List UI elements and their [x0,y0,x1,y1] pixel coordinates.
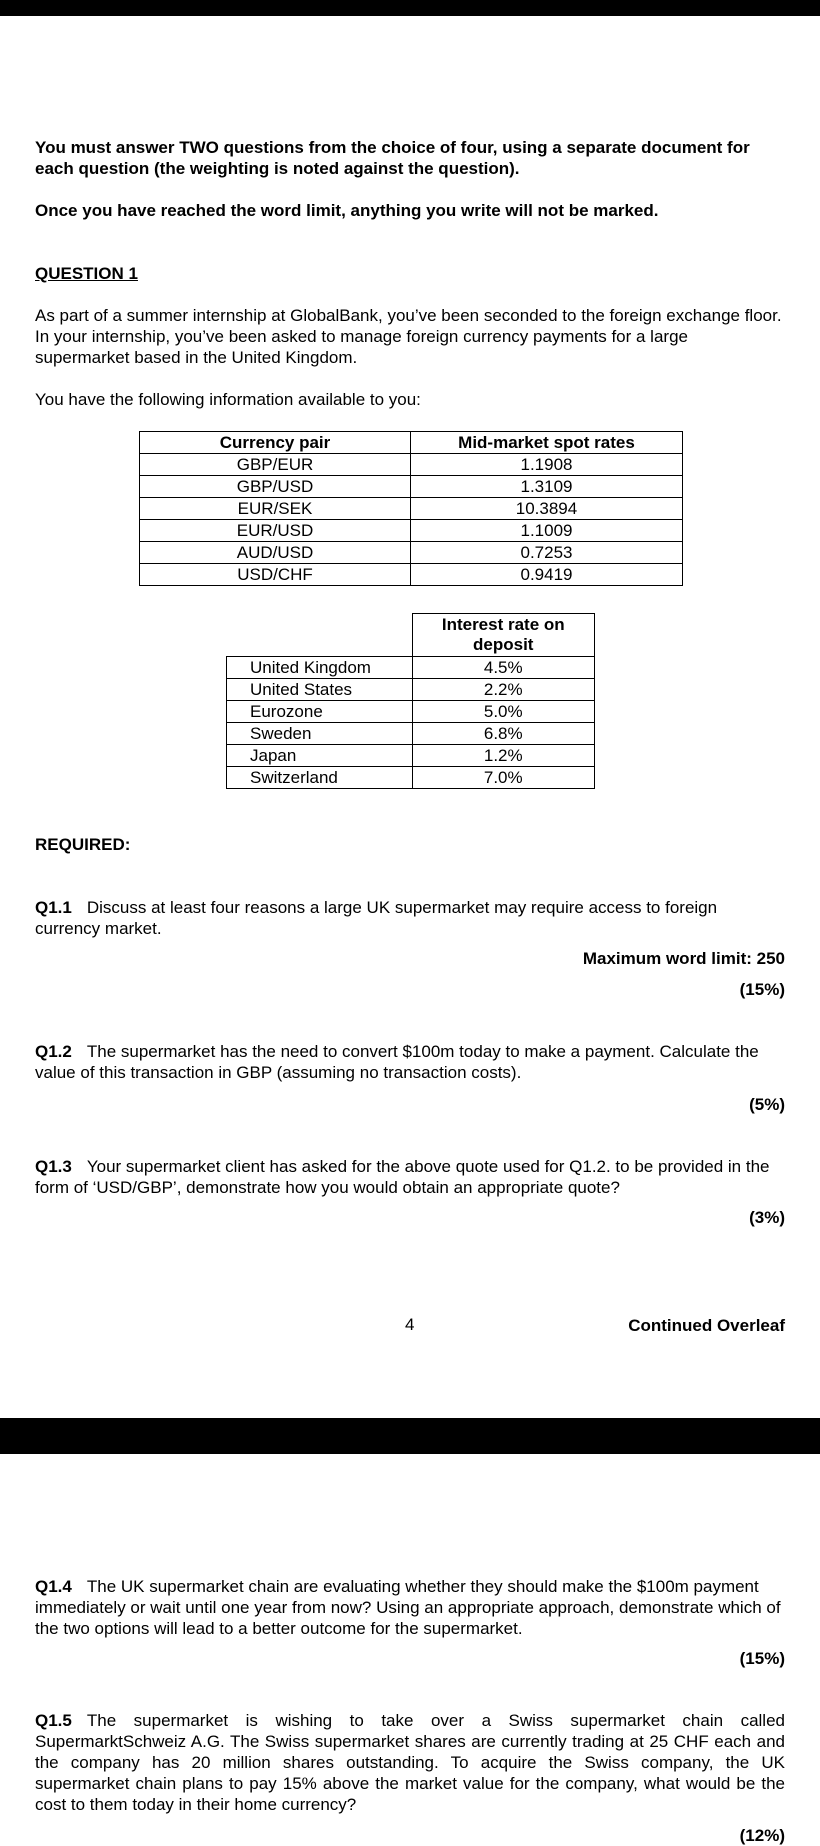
table-cell: United States [227,679,413,701]
question-weight: (5%) [749,1095,785,1114]
table-row [140,520,683,542]
table-cell: 1.1009 [411,520,683,542]
table-row [227,701,595,723]
table-row [227,767,595,789]
table-header: Interest rate on deposit [412,614,595,657]
question-1-3 [35,1156,785,1198]
table-header: Currency pair [140,432,411,454]
question-number: Q1.5 [35,1711,72,1730]
table-cell: Japan [227,745,413,767]
intro-available-info: You have the following information available to you: [35,390,421,409]
table-cell: Eurozone [227,701,413,723]
table-cell: Switzerland [227,767,413,789]
table-cell: 2.2% [412,679,595,701]
table-cell: 0.9419 [411,564,683,586]
table-row [140,498,683,520]
table-cell: 0.7253 [411,542,683,564]
table-cell: Sweden [227,723,413,745]
table-row [227,745,595,767]
table-cell: USD/CHF [140,564,411,586]
question-text: Discuss at least four reasons a large UK supermarket may require access to foreign currency market. [35,898,718,938]
question-1-1 [35,897,785,939]
question-text: The supermarket is wishing to take over a Swiss supermarket chain called SupermarktSchweiz A.G. The Swiss supermarket shares are currently trading at 25 CHF each and the company has 20 million shares outstanding. To acquire the Swiss company, the UK supermarket chain plans to pay 15% above the market value for the company, what would be the cost to them today in their home currency? [35,1711,785,1814]
table-row [140,564,683,586]
question-number: Q1.2 [35,1042,72,1061]
table-header-row [140,432,683,454]
table-row [140,454,683,476]
table-cell: 6.8% [412,723,595,745]
table-cell: GBP/EUR [140,454,411,476]
table-cell: EUR/SEK [140,498,411,520]
question-number: Q1.1 [35,898,72,917]
table-cell: 4.5% [412,657,595,679]
required-label: REQUIRED: [35,835,131,854]
table-cell: EUR/USD [140,520,411,542]
interest-rate-table [226,613,595,789]
table-cell: AUD/USD [140,542,411,564]
table-row [227,723,595,745]
table-cell: 5.0% [412,701,595,723]
instructions-line2: Once you have reached the word limit, anything you write will not be marked. [35,201,659,220]
question-weight: (15%) [739,980,785,999]
continued-overleaf: Continued Overleaf [628,1316,785,1335]
table-row [140,476,683,498]
table-header-row [227,614,595,657]
instructions-line1: You must answer TWO questions from the choice of four, using a separate document for each question (the weighting is noted against the question). [35,138,750,178]
rates-table [139,431,683,586]
table-cell: United Kingdom [227,657,413,679]
page-number: 4 [405,1315,415,1334]
question-number: Q1.3 [35,1157,72,1176]
question-weight: (3%) [749,1208,785,1227]
question-number: Q1.4 [35,1577,72,1596]
table-row [140,542,683,564]
question-text: The UK supermarket chain are evaluating whether they should make the $100m payment immediately or wait until one year from now? Using an appropriate approach, demonstrate which of the two options will lead to a better outcome for the supermarket. [35,1577,781,1638]
table-row [227,679,595,701]
question-weight: (15%) [739,1649,785,1668]
table-header: Mid-market spot rates [411,432,683,454]
table-cell: 1.2% [412,745,595,767]
table-cell: 1.1908 [411,454,683,476]
table-cell: 10.3894 [411,498,683,520]
intro-paragraph: As part of a summer internship at GlobalBank, you’ve been seconded to the foreign exchange floor. In your internship, you’ve been asked to manage foreign currency payments for a large supermarket based in the United Kingdom. [35,306,782,367]
question-text: The supermarket has the need to convert $100m today to make a payment. Calculate the value of this transaction in GBP (assuming no transaction costs). [35,1042,759,1082]
question-heading: QUESTION 1 [35,264,138,283]
question-1-5 [35,1710,785,1815]
page-break-bar [0,1418,820,1454]
question-weight: (12%) [739,1826,785,1845]
table-cell: GBP/USD [140,476,411,498]
top-black-bar [0,0,820,16]
table-row [227,657,595,679]
question-1-4 [35,1576,785,1639]
question-1-2 [35,1041,785,1083]
empty-corner [227,614,413,657]
table-cell: 7.0% [412,767,595,789]
word-limit: Maximum word limit: 250 [582,949,785,968]
table-cell: 1.3109 [411,476,683,498]
question-text: Your supermarket client has asked for the above quote used for Q1.2. to be provided in the form of ‘USD/GBP’, demonstrate how you would obtain an appropriate quote? [35,1157,770,1197]
